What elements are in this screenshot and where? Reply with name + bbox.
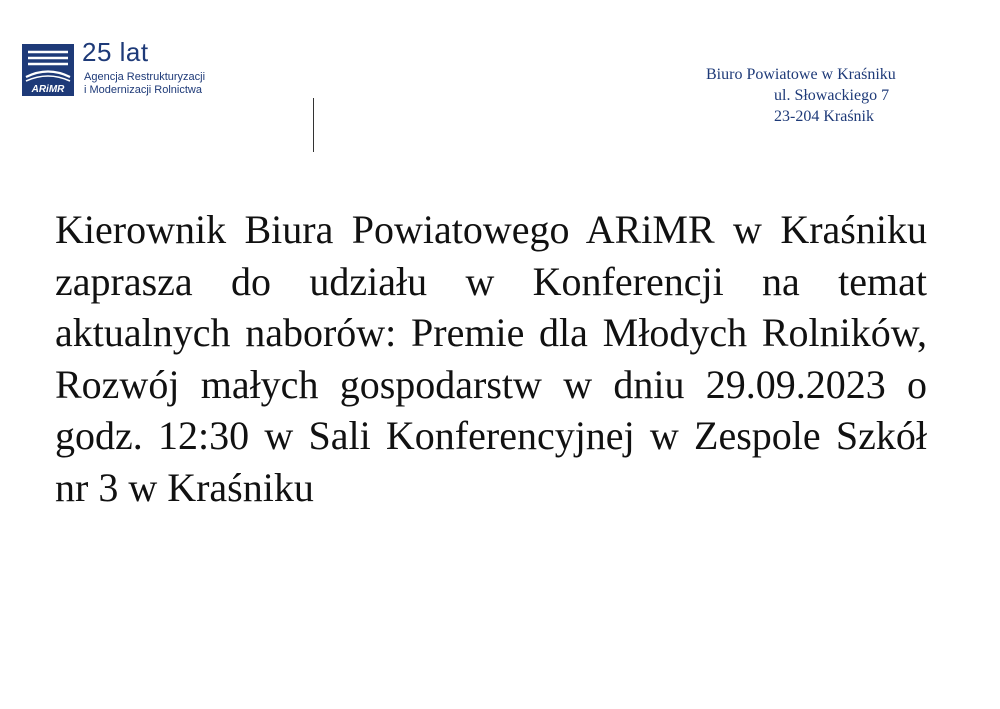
invitation-text: Kierownik Biura Powiatowego ARiMR w Kraśniku zaprasza do udziału w Konferencji na temat aktualnych naborów: Premie dla Młodych Rolników, Rozwój małych gospodarstw w dniu 29.09.2023 o godz. 12:30 w Sali Konferencyjnej w Zespole Szkół nr 3 w Kraśniku bbox=[55, 207, 927, 510]
logo-anniversary-text: 25 lat bbox=[82, 37, 149, 67]
arimr-logo bbox=[22, 38, 222, 100]
svg-text:ARiMR: ARiMR bbox=[31, 84, 65, 95]
logo-agency-line-2: i Modernizacji Rolnictwa bbox=[84, 84, 202, 96]
address-postal-city: 23-204 Kraśnik bbox=[774, 108, 874, 125]
arimr-emblem-icon bbox=[22, 44, 74, 96]
office-address bbox=[706, 64, 976, 127]
logo-agency-line-1: Agencja Restrukturyzacji bbox=[84, 71, 206, 83]
address-street: ul. Słowackiego 7 bbox=[774, 87, 890, 104]
address-office: Biuro Powiatowe w Kraśniku bbox=[706, 66, 896, 83]
vertical-divider bbox=[313, 98, 314, 152]
